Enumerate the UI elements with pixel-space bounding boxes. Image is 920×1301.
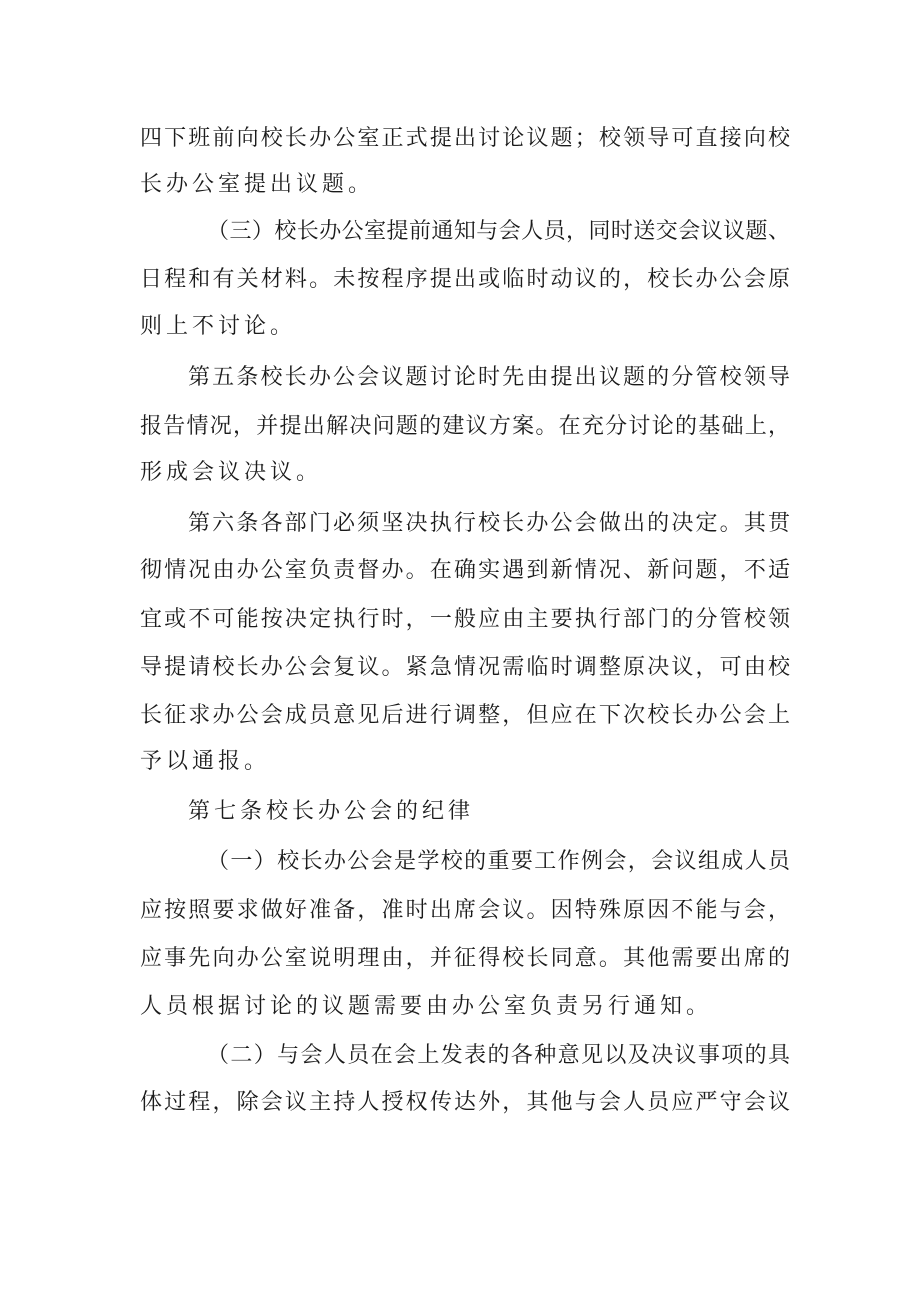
text-line: 长办公室提出议题。 xyxy=(140,172,375,197)
text-line: 形成会议决议。 xyxy=(140,460,323,485)
text-line: 第七条校长办公会的纪律 xyxy=(188,799,475,824)
text-line: （二）与会人员在会上发表的各种意见以及决议事项的具 xyxy=(207,1043,790,1068)
text-line: 人员根据讨论的议题需要由办公室负责另行通知。 xyxy=(140,994,713,1019)
text-line: 报告情况，并提出解决问题的建议方案。在充分讨论的基础上， xyxy=(140,414,790,439)
text-line: 导提请校长办公会复议。紧急情况需临时调整原决议，可由校 xyxy=(140,655,790,680)
text-line: 则上不讨论。 xyxy=(140,314,297,339)
text-line: 彻情况由办公室负责督办。在确实遇到新情况、新问题，不适 xyxy=(140,558,790,583)
text-line: 体过程，除会议主持人授权传达外，其他与会人员应严守会议 xyxy=(140,1090,790,1115)
text-line: （一）校长办公会是学校的重要工作例会，会议组成人员 xyxy=(207,849,790,874)
text-line: 应事先向办公室说明理由，并征得校长同意。其他需要出席的 xyxy=(140,946,790,971)
text-line: 日程和有关材料。未按程序提出或临时动议的，校长办公会原 xyxy=(140,267,790,292)
text-line: 四下班前向校长办公室正式提出讨论议题；校领导可直接向校 xyxy=(140,126,790,151)
text-line: 第五条校长办公会议题讨论时先由提出议题的分管校领导 xyxy=(188,365,790,390)
text-line: 长征求办公会成员意见后进行调整，但应在下次校长办公会上 xyxy=(140,703,790,728)
text-line: （三）校长办公室提前通知与会人员，同时送交会议议题、 xyxy=(207,219,790,244)
text-line: 应按照要求做好准备，准时出席会议。因特殊原因不能与会， xyxy=(140,898,790,923)
text-line: 予以通报。 xyxy=(140,749,271,774)
text-line: 宜或不可能按决定执行时，一般应由主要执行部门的分管校领 xyxy=(140,607,790,632)
text-line: 第六条各部门必须坚决执行校长办公会做出的决定。其贯 xyxy=(188,511,790,536)
